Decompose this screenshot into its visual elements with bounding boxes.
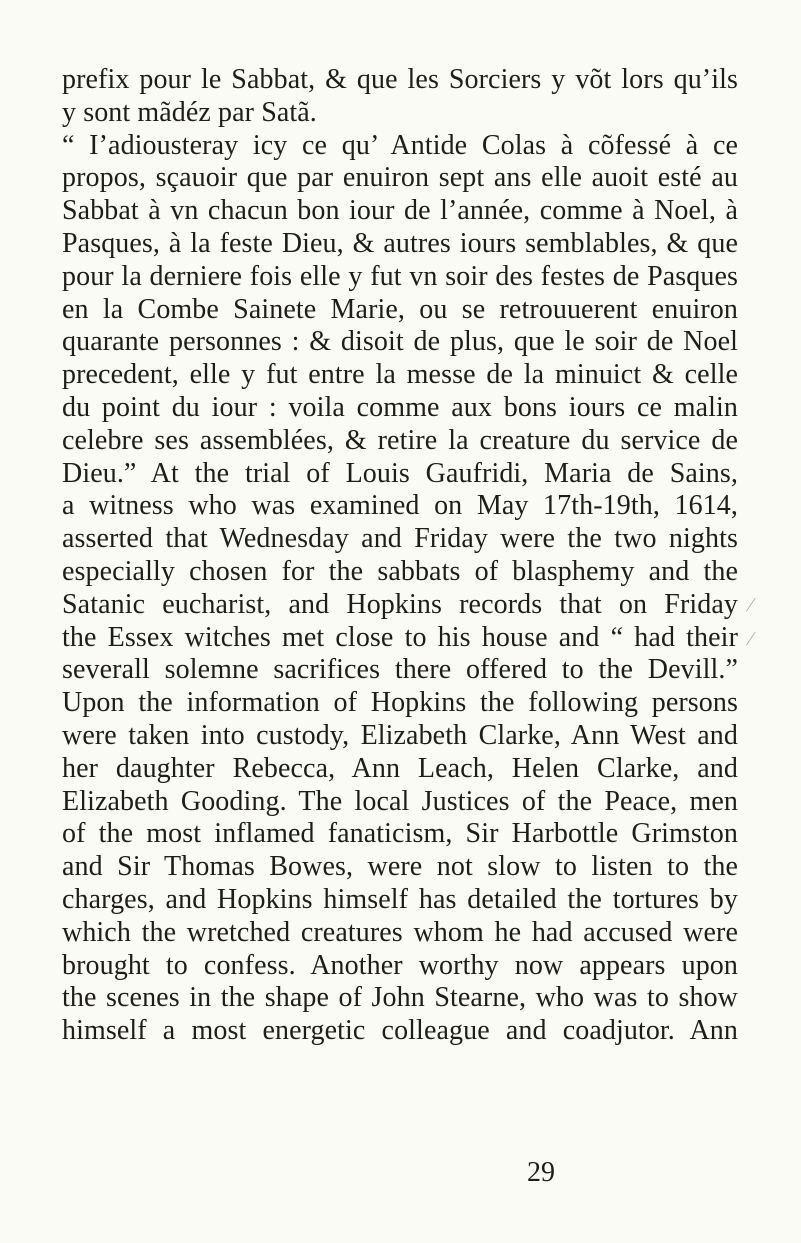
text-line: brought to confess. Another worthy now appears upon — [62, 949, 738, 981]
text-line: propos, sçauoir que par enuiron sept ans elle auoit esté au — [62, 162, 738, 194]
text-line: du point du iour : voila comme aux bons iours ce malin — [62, 391, 738, 423]
text-line: were taken into custody, Elizabeth Clarke, Ann West and — [62, 719, 738, 751]
text-line: the scenes in the shape of John Stearne, who was to show — [62, 982, 738, 1014]
text-line: celebre ses assemblées, & retire la creature du service de — [62, 424, 738, 456]
text-line: which the wretched creatures whom he had accused were — [62, 916, 738, 948]
text-line: a witness who was examined on May 17th-19th, 1614, — [62, 490, 738, 522]
text-line: precedent, elle y fut entre la messe de la minuict & celle — [62, 359, 738, 391]
body-text — [62, 64, 738, 1048]
page-number: 29 — [527, 1157, 555, 1188]
text-line: charges, and Hopkins himself has detailed the tortures by — [62, 883, 738, 915]
text-line: quarante personnes : & disoit de plus, que le soir de Noel — [62, 326, 738, 358]
text-line: especially chosen for the sabbats of blasphemy and the — [62, 555, 738, 587]
text-line: y sont mãdéz par Satã. — [62, 96, 317, 128]
text-line: himself a most energetic colleague and coadjutor. Ann — [62, 1015, 738, 1047]
text-line: Pasques, à la feste Dieu, & autres iours semblables, & que — [62, 227, 738, 259]
text-line: of the most inflamed fanaticism, Sir Harbottle Grimston — [62, 818, 738, 850]
text-line: and Sir Thomas Bowes, were not slow to listen to the — [62, 851, 738, 883]
margin-mark-icon: / — [744, 628, 758, 650]
text-line: en la Combe Sainete Marie, ou se retrouuerent enuiron — [62, 293, 738, 325]
text-line: Sabbat à vn chacun bon iour de l’année, comme à Noel, à — [62, 195, 738, 227]
text-line: asserted that Wednesday and Friday were the two nights — [62, 523, 738, 555]
text-line: Dieu.” At the trial of Louis Gaufridi, Maria de Sains, — [62, 457, 738, 489]
text-line: “ I’adiousteray icy ce qu’ Antide Colas à cõfessé à ce — [62, 129, 738, 161]
text-line: Upon the information of Hopkins the following persons — [62, 687, 738, 719]
text-line: severall solemne sacrifices there offered to the Devill.” — [62, 654, 738, 686]
text-line: pour la derniere fois elle y fut vn soir des festes de Pasques — [62, 260, 738, 292]
text-line: Satanic eucharist, and Hopkins records that on Friday — [62, 588, 738, 620]
text-line: the Essex witches met close to his house and “ had their — [62, 621, 738, 653]
text-line: Elizabeth Gooding. The local Justices of the Peace, men — [62, 785, 738, 817]
text-line: prefix pour le Sabbat, & que les Sorciers y võt lors qu’ils — [62, 64, 738, 95]
text-line: her daughter Rebecca, Ann Leach, Helen Clarke, and — [62, 752, 738, 784]
margin-mark-icon: / — [744, 594, 758, 616]
